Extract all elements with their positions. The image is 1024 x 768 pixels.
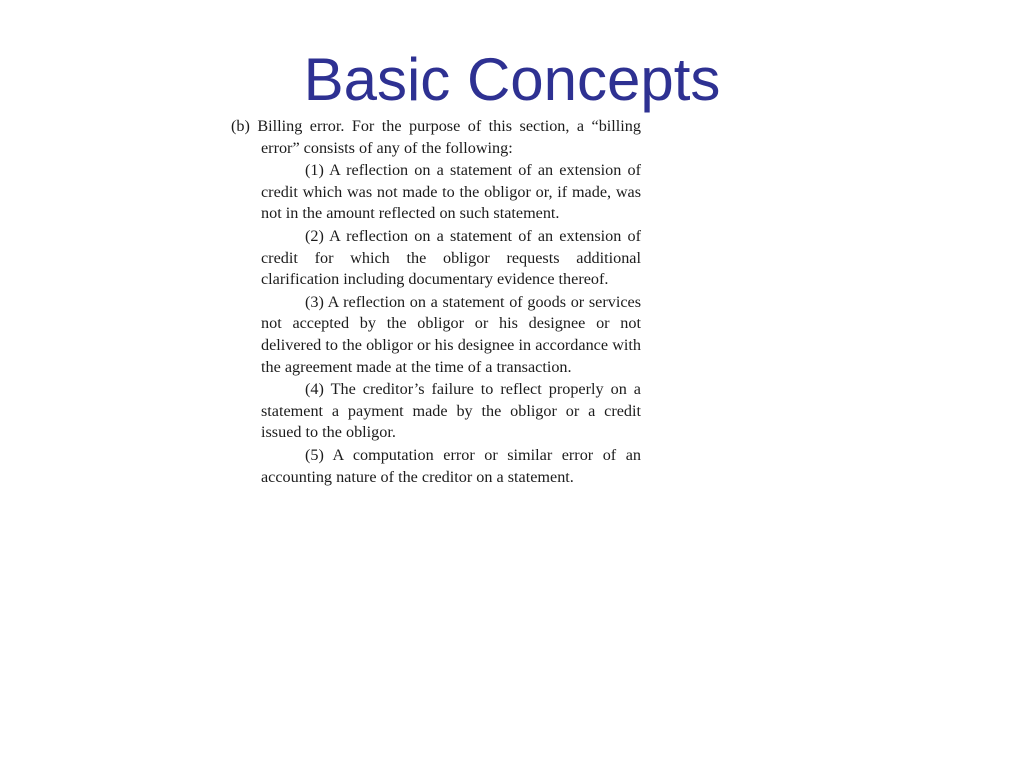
excerpt-item-4: (4) The creditor’s failure to reflect properly on a statement a payment made by the obligor or a credit issued to the obligor. (261, 380, 641, 442)
excerpt-item-5: (5) A computation error or similar error of an accounting nature of the creditor on a statement. (261, 445, 641, 486)
excerpt-item-2: (2) A reflection on a statement of an extension of credit for which the obligor requests additional clarification including documentary evidence thereof. (261, 226, 641, 289)
excerpt-lead-paragraph: (b) Billing error. For the purpose of this section, a “billing error” consists of any of the following: (231, 117, 641, 157)
slide-title: Basic Concepts (303, 46, 721, 113)
excerpt-item-1: (1) A reflection on a statement of an extension of credit which was not made to the obligor or, if made, was not in the amount reflected on such statement. (261, 161, 641, 223)
excerpt-item-3: (3) A reflection on a statement of goods or services not accepted by the obligor or his designee or not delivered to the obligor or his designee in accordance with the agreement made at the time of a transaction. (261, 292, 641, 376)
statute-excerpt (231, 116, 641, 488)
